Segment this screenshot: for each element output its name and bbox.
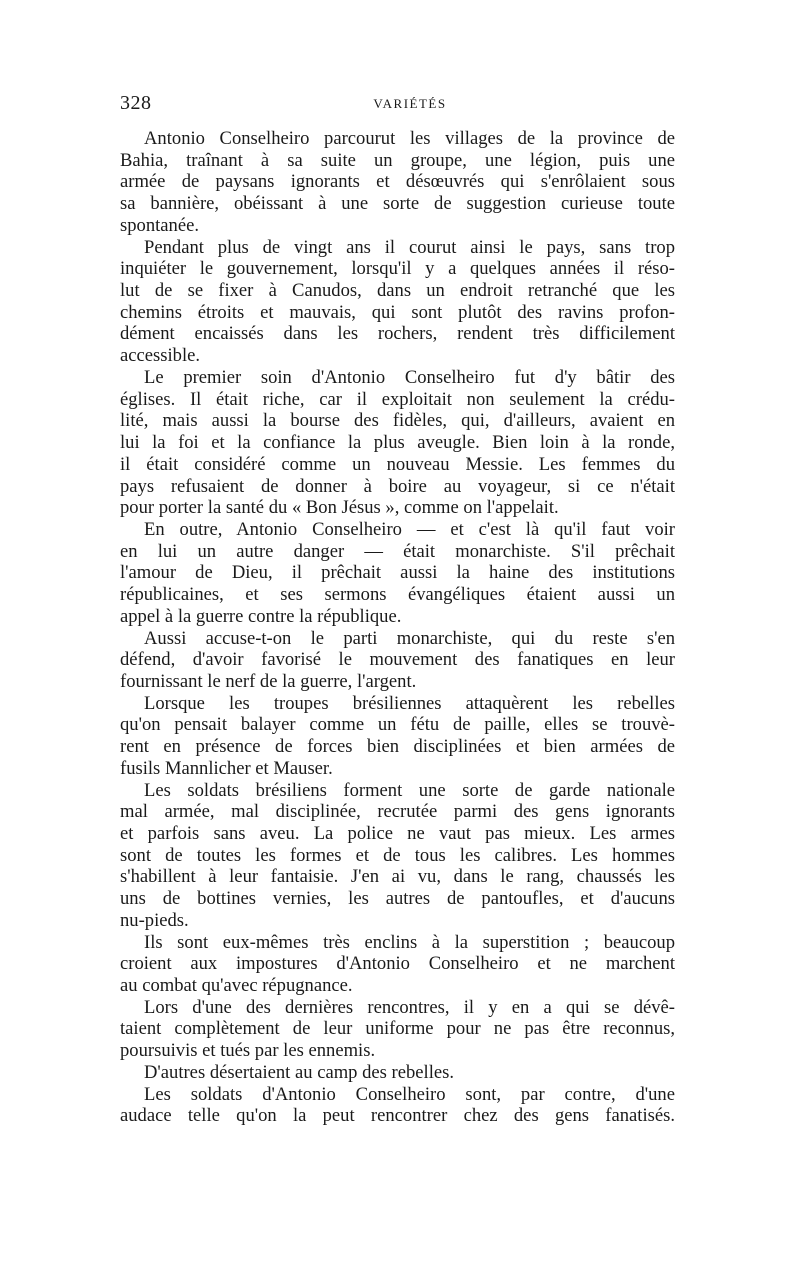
text-line: pour porter la santé du « Bon Jésus », comme on l'appelait. [120,497,559,519]
text-line: D'autres désertaient au camp des rebelles. [144,1061,455,1083]
paragraph [120,997,675,1062]
text-line: taient complètement de leur uniforme pour ne pas être reconnus, [120,1018,675,1040]
text-line: défend, d'avoir favorisé le mouvement des fanatiques en leur [120,649,675,671]
paragraph [120,128,675,237]
text-line: sont de toutes les formes et de tous les calibres. Les hommes [120,844,675,866]
paragraph [120,628,675,693]
text-line: et parfois sans aveu. La police ne vaut pas mieux. Les armes [120,823,675,844]
text-line: l'amour de Dieu, il prêchait aussi la haine des institutions [120,562,675,584]
text-line: pays refusaient de donner à boire au voyageur, si ce n'était [120,475,675,497]
text-line: s'habillent à leur fantaisie. J'en ai vu, dans le rang, chaussés les [120,866,675,888]
text-line: inquiéter le gouvernement, lorsqu'il y a quelques années il réso- [120,258,675,280]
text-line: sa bannière, obéissant à une sorte de suggestion curieuse toute [120,193,675,215]
body-text [120,128,675,1127]
text-line: armée de paysans ignorants et désœuvrés qui s'enrôlaient sous [120,171,675,193]
text-line: Ils sont eux-mêmes très enclins à la superstition ; beaucoup [144,931,675,953]
paragraph [120,693,675,780]
text-line: fusils Mannlicher et Mauser. [120,757,333,779]
text-line: chemins étroits et mauvais, qui sont plutôt des ravins profon- [120,301,675,323]
text-line: uns de bottines vernies, les autres de pantoufles, et d'aucuns [120,888,675,910]
text-line: qu'on pensait balayer comme un fétu de paille, elles se trouvè- [120,714,675,736]
text-line: poursuivis et tués par les ennemis. [120,1040,376,1062]
text-line: croient aux impostures d'Antonio Conselheiro et ne marchent [120,953,675,975]
paragraph [120,367,675,519]
text-line: En outre, Antonio Conselheiro — et c'est là qu'il faut voir [144,518,675,540]
page-number: 328 [120,92,152,114]
text-line: lui la foi et la confiance la plus aveugle. Bien loin à la ronde, [120,432,675,454]
text-line: Les soldats brésiliens forment une sorte de garde nationale [144,779,675,801]
paragraph [120,519,675,628]
text-line: Lors d'une des dernières rencontres, il y en a qui se dévê- [144,996,675,1018]
text-line: Lorsque les troupes brésiliennes attaquèrent les rebelles [144,692,675,714]
paragraph [120,932,675,997]
text-line: rent en présence de forces bien disciplinées et bien armées de [120,736,675,758]
text-line: spontanée. [120,214,199,236]
text-line: lut de se fixer à Canudos, dans un endroit retranché que les [120,280,675,302]
paragraph [120,1062,675,1084]
paragraph [120,780,675,932]
running-title: VARIÉTÉS [373,96,447,111]
text-line: Antonio Conselheiro parcourut les villages de la province de [144,128,675,149]
text-line: audace telle qu'on la peut rencontrer chez des gens fanatisés. [120,1105,675,1127]
text-line: appel à la guerre contre la république. [120,605,402,627]
text-line: il était considéré comme un nouveau Messie. Les femmes du [120,453,675,475]
text-line: républicaines, et ses sermons évangéliques étaient aussi un [120,584,675,606]
text-line: lité, mais aussi la bourse des fidèles, qui, d'ailleurs, avaient en [120,410,675,432]
text-line: fournissant le nerf de la guerre, l'argent. [120,670,417,692]
text-line: au combat qu'avec répugnance. [120,975,353,997]
text-line: Bahia, traînant à sa suite un groupe, une légion, puis une [120,149,675,171]
text-line: églises. Il était riche, car il exploitait non seulement la crédu- [120,388,675,410]
text-line: Le premier soin d'Antonio Conselheiro fut d'y bâtir des [144,366,675,388]
text-line: en lui un autre danger — était monarchiste. S'il prêchait [120,540,675,562]
text-line: accessible. [120,345,201,367]
paragraph [120,237,675,367]
text-line: Pendant plus de vingt ans il courut ainsi le pays, sans trop [144,236,675,258]
text-line: Aussi accuse-t-on le parti monarchiste, qui du reste s'en [144,627,675,649]
text-line: mal armée, mal disciplinée, recrutée parmi des gens ignorants [120,801,675,823]
text-line: dément encaissés dans les rochers, rendent très difficilement [120,323,675,345]
paragraph [120,1084,675,1127]
text-line: nu-pieds. [120,909,189,931]
text-line: Les soldats d'Antonio Conselheiro sont, par contre, d'une [144,1083,675,1105]
